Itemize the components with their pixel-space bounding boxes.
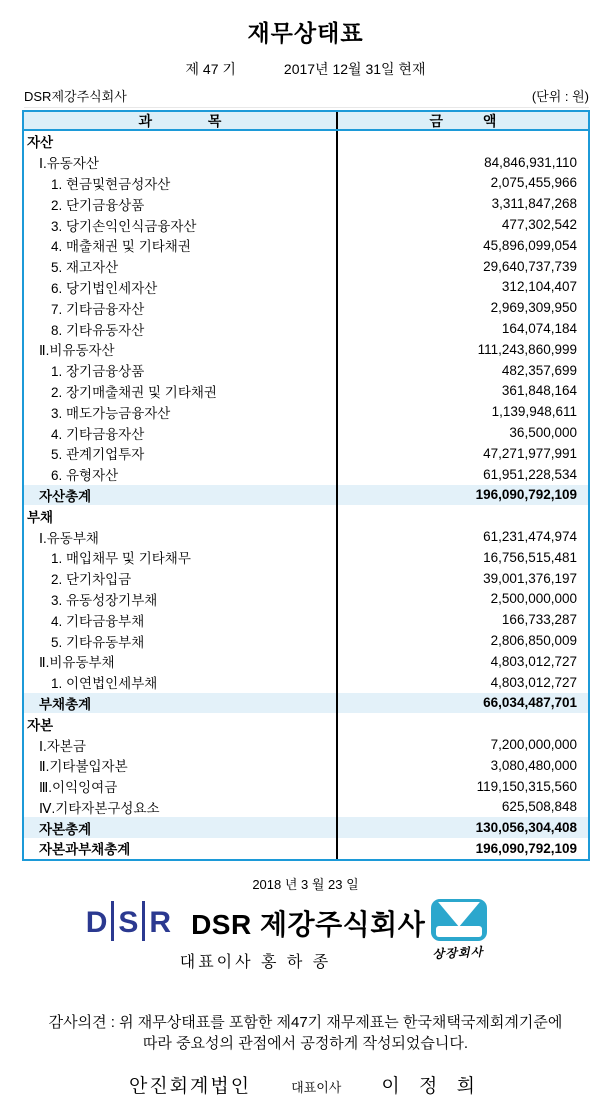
account-label: Ⅱ.기타불입자본 [24,755,338,776]
account-label: 부채총계 [24,693,338,714]
amount-value: 61,951,228,534 [483,466,577,482]
logo-bar-icon [111,901,114,941]
account-label: 부채 [24,505,338,526]
account-label: 3. 매도가능금융자산 [24,401,338,422]
table-row [24,693,588,714]
account-label: Ⅱ.비유동자산 [24,339,338,360]
account-column-header: 과 목 [24,112,338,129]
as-of-date: 2017년 12월 31일 현재 [283,61,426,77]
account-label: 8. 기타유동자산 [24,318,338,339]
account-label: 자본총계 [24,817,338,838]
account-label: 2. 장기매출채권 및 기타채권 [24,381,338,402]
table-row [24,297,588,318]
amount-value: 196,090,792,109 [475,840,577,856]
amount-value: 164,074,184 [501,321,577,337]
account-label: 6. 유형자산 [24,464,338,485]
table-row [24,443,588,464]
table-row [24,609,588,630]
listed-company-stamp [419,899,499,961]
stamp-label: 상장회사 [432,944,486,962]
account-label: 7. 기타금융자산 [24,297,338,318]
table-row [24,526,588,547]
amount-value: 482,357,699 [501,362,577,378]
amount-value: 196,090,792,109 [475,487,577,503]
amount-value: 36,500,000 [509,425,577,441]
table-row [24,734,588,755]
amount-value: 61,231,474,974 [483,529,577,545]
auditor-ceo-name: 이 정 희 [381,1075,482,1097]
table-row [24,277,588,298]
stamp-bar-icon [436,926,482,937]
amount-value: 2,075,455,966 [490,175,577,191]
table-row [24,256,588,277]
table-row [24,131,588,152]
signature-company-name: DSR 제강주식회사 [191,908,426,940]
fiscal-period: 제 47 기 [185,61,236,77]
account-label: 4. 기타금융자산 [24,422,338,443]
amount-value: 2,969,309,950 [490,300,577,316]
table-row [24,776,588,797]
account-label: Ⅰ.유동자산 [24,152,338,173]
auditor-name: 안진회계법인 [129,1075,252,1097]
amount-value: 3,080,480,000 [490,757,577,773]
auditor-title: 대표이사 [291,1079,342,1095]
table-row [24,755,588,776]
account-label: Ⅰ.자본금 [24,734,338,755]
report-date: 2018 년 3 월 23 일 [252,876,359,892]
table-row [24,817,588,838]
account-label: 5. 재고자산 [24,256,338,277]
account-label: 4. 기타금융부채 [24,609,338,630]
amount-value: 2,500,000,000 [490,591,577,607]
auditor-signature-row [0,1071,611,1098]
amount-value: 312,104,407 [501,279,577,295]
amount-value: 2,806,850,009 [490,633,577,649]
logo-bar-icon [142,901,145,941]
table-body [24,131,588,859]
table-header-row [24,112,588,131]
table-row [24,797,588,818]
unit-label: (단위 : 원) [531,89,589,104]
account-label: 2. 단기차입금 [24,568,338,589]
account-label: 3. 유동성장기부채 [24,589,338,610]
table-row [24,339,588,360]
table-row [24,193,588,214]
table-row [24,381,588,402]
account-label: 5. 관계기업투자 [24,443,338,464]
account-label: 1. 이연법인세부채 [24,672,338,693]
table-row [24,422,588,443]
amount-column-header: 금 액 [429,112,497,129]
table-row [24,630,588,651]
account-label: 1. 장기금융상품 [24,360,338,381]
amount-value: 16,756,515,481 [483,549,577,565]
amount-value: 119,150,315,560 [476,778,577,794]
table-row [24,464,588,485]
account-label: 자본과부채총계 [24,838,338,859]
report-subtitle [0,59,611,79]
page-title: 재무상태표 [247,20,364,46]
amount-value: 4,803,012,727 [490,653,577,669]
audit-opinion-line1: 감사의견 : 위 재무상태표를 포함한 제47기 재무제표는 한국채택국제회계기준에 [48,1013,563,1031]
amount-value: 39,001,376,197 [483,570,577,586]
amount-value: 45,896,099,054 [483,237,577,253]
table-row [24,173,588,194]
account-label: 자산총계 [24,485,338,506]
amount-value: 29,640,737,739 [483,258,577,274]
account-label: 3. 당기손익인식금융자산 [24,214,338,235]
stamp-triangle-icon [438,902,480,927]
account-label: 4. 매출채권 및 기타채권 [24,235,338,256]
table-row [24,589,588,610]
audit-opinion [0,1012,611,1054]
amount-value: 7,200,000,000 [490,737,577,752]
dsr-logo-icon: D S R [86,903,171,943]
amount-value: 477,302,542 [501,217,577,233]
table-row [24,360,588,381]
account-label: 1. 매입채무 및 기타채무 [24,547,338,568]
table-row [24,485,588,506]
listed-company-stamp-icon [431,899,487,941]
amount-value: 3,311,847,268 [491,196,577,212]
table-row [24,505,588,526]
table-row [24,152,588,173]
table-row [24,235,588,256]
table-row [24,318,588,339]
amount-value: 4,803,012,727 [490,674,577,690]
account-label: Ⅰ.유동부채 [24,526,338,547]
account-label: 5. 기타유동부채 [24,630,338,651]
account-label: Ⅳ.기타자본구성요소 [24,797,338,818]
company-row [24,86,589,108]
company-logo-row [86,903,426,943]
table-row [24,838,588,859]
account-label: 6. 당기법인세자산 [24,277,338,298]
table-row [24,672,588,693]
table-row [24,568,588,589]
amount-value: 66,034,487,701 [483,695,577,711]
account-label: 1. 현금및현금성자산 [24,173,338,194]
account-label: Ⅲ.이익잉여금 [24,776,338,797]
table-row [24,713,588,734]
signature-block [0,903,611,985]
audit-opinion-line2: 따라 중요성의 관점에서 공정하게 작성되었습니다. [142,1034,469,1052]
table-row [24,547,588,568]
balance-sheet-table [22,110,590,861]
amount-value: 84,846,931,110 [484,154,577,170]
account-label: 자산 [24,131,338,152]
amount-value: 130,056,304,408 [475,820,577,836]
table-row [24,401,588,422]
company-name: DSR제강주식회사 [24,89,127,104]
amount-value: 1,139,948,611 [491,404,577,420]
table-row [24,651,588,672]
account-label: 2. 단기금융상품 [24,193,338,214]
amount-value: 166,733,287 [501,612,577,628]
amount-value: 625,508,848 [501,799,577,815]
table-row [24,214,588,235]
account-label: 자본 [24,713,338,734]
amount-value: 361,848,164 [501,383,577,399]
account-label: Ⅱ.비유동부채 [24,651,338,672]
amount-value: 111,243,860,999 [477,341,577,357]
ceo-signature-line: 대표이사 홍 하 종 [179,953,332,971]
amount-value: 47,271,977,991 [483,445,577,461]
